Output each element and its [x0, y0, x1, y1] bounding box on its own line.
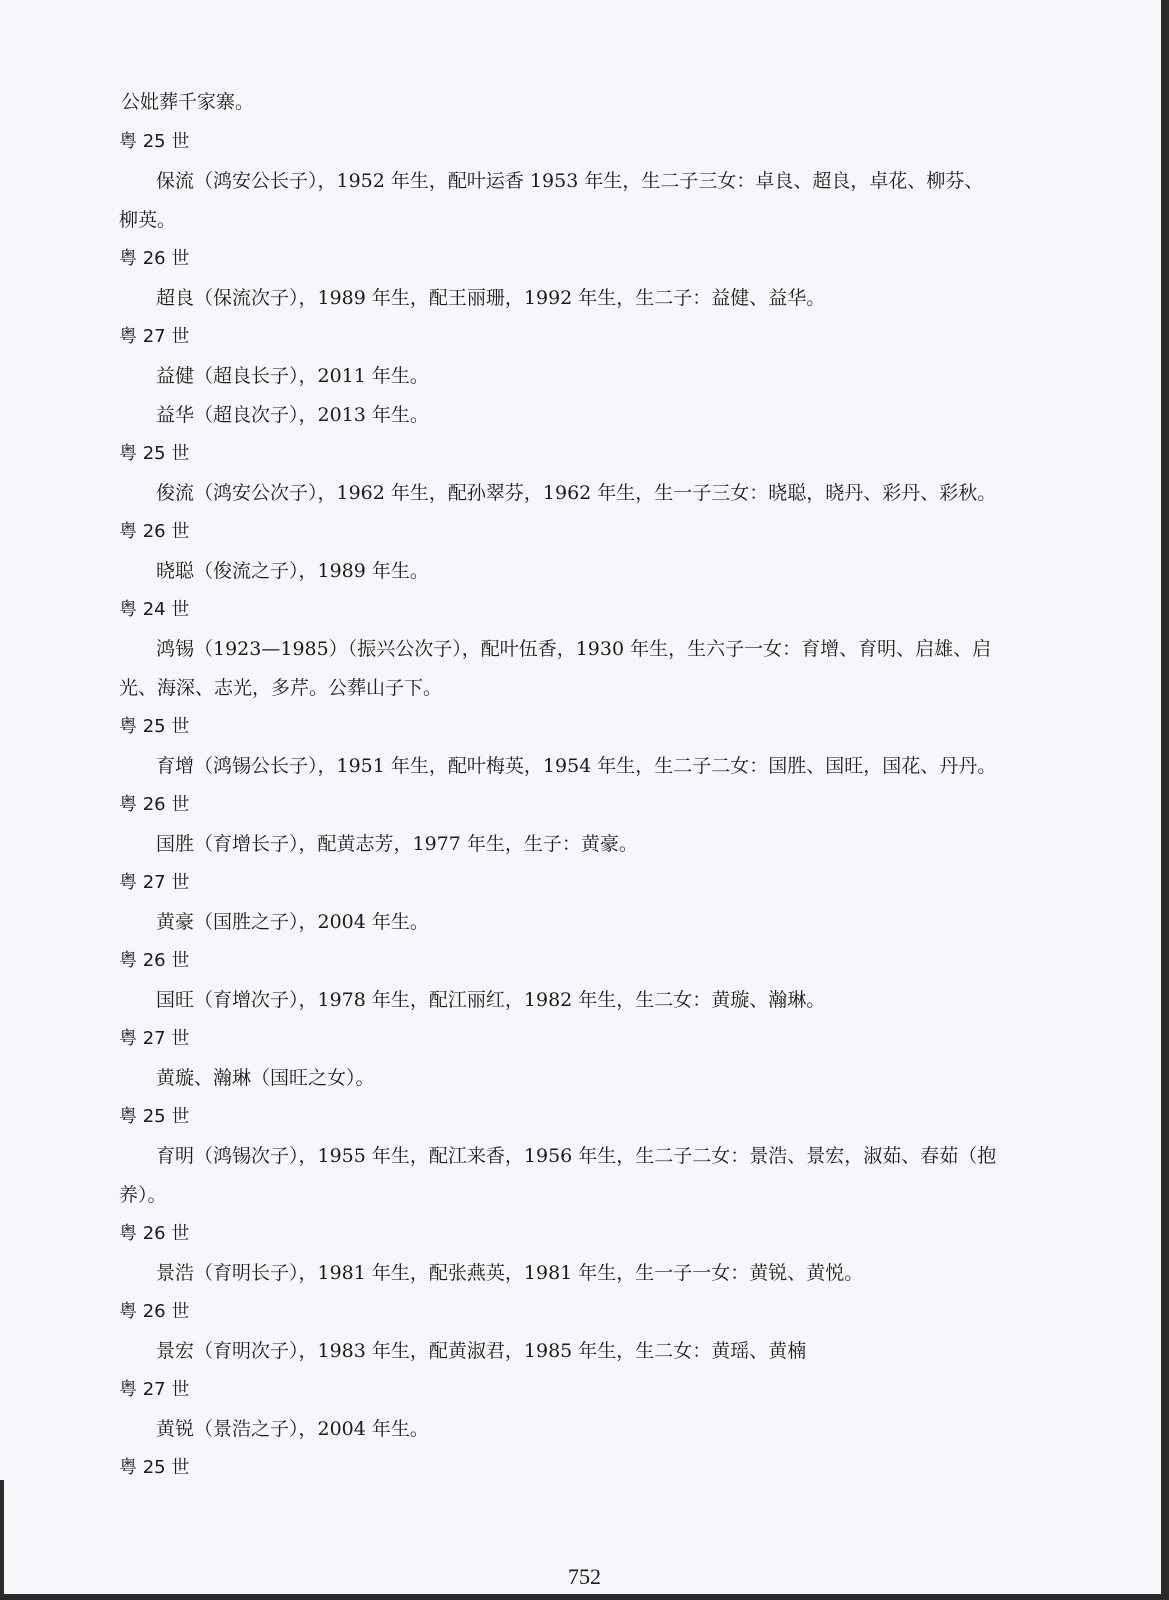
- text-line: 黄锐（景浩之子），2004 年生。: [156, 1418, 429, 1440]
- text-line: 黄豪（国胜之子），2004 年生。: [156, 911, 429, 933]
- text-line: 养）。: [119, 1184, 167, 1206]
- generation-heading: 粤 26 世: [119, 1223, 190, 1244]
- generation-heading: 粤 26 世: [119, 1301, 190, 1322]
- text-line: 国旺（育增次子），1978 年生，配江丽红，1982 年生，生二女：黄璇、瀚琳。: [156, 989, 826, 1011]
- generation-heading: 粤 26 世: [119, 248, 190, 269]
- page-number: 752: [568, 1564, 601, 1589]
- generation-heading: 粤 25 世: [119, 716, 190, 737]
- generation-heading: 粤 25 世: [119, 1457, 190, 1478]
- generation-heading: 粤 25 世: [119, 443, 190, 464]
- generation-heading: 粤 26 世: [119, 950, 190, 971]
- generation-heading: 粤 26 世: [119, 521, 190, 542]
- text-line: 保流（鸿安公长子），1952 年生，配叶运香 1953 年生，生二子三女：卓良、超良，卓花、柳芬、: [156, 170, 984, 192]
- generation-heading: 粤 27 世: [119, 872, 190, 893]
- generation-heading: 粤 25 世: [119, 1106, 190, 1127]
- text-line: 国胜（育增长子），配黄志芳，1977 年生，生子：黄豪。: [156, 833, 638, 855]
- text-line: 益华（超良次子），2013 年生。: [156, 404, 429, 426]
- scan-edge-left: [0, 1480, 4, 1600]
- text-line: 柳英。: [119, 209, 177, 231]
- text-line: 黄璇、瀚琳（国旺之女）。: [156, 1067, 375, 1089]
- generation-heading: 粤 25 世: [119, 131, 190, 152]
- scan-edge-bottom: [0, 1594, 1169, 1600]
- generation-heading: 粤 27 世: [119, 1379, 190, 1400]
- text-line: 景浩（育明长子），1981 年生，配张燕英，1981 年生，生一子一女：黄锐、黄悦。: [156, 1262, 864, 1284]
- text-line: 景宏（育明次子），1983 年生，配黄淑君，1985 年生，生二女：黄瑶、黄楠: [156, 1340, 807, 1362]
- generation-heading: 粤 27 世: [119, 326, 190, 347]
- text-line: 超良（保流次子），1989 年生，配王丽珊，1992 年生，生二子：益健、益华。: [156, 287, 826, 309]
- text-line: 光、海深、志光，多芹。公葬山子下。: [119, 677, 443, 699]
- text-line: 晓聪（俊流之子），1989 年生。: [156, 560, 429, 582]
- generation-heading: 粤 24 世: [119, 599, 190, 620]
- text-line: 公妣葬千家寨。: [121, 91, 255, 113]
- text-line: 鸿锡（1923—1985）（振兴公次子），配叶伍香，1930 年生，生六子一女：育增、育明、启雄、启: [156, 638, 992, 660]
- generation-heading: 粤 27 世: [119, 1028, 190, 1049]
- text-line: 俊流（鸿安公次子），1962 年生，配孙翠芬，1962 年生，生一子三女：晓聪，晓丹、彩丹、彩秋。: [156, 482, 997, 504]
- text-line: 益健（超良长子），2011 年生。: [156, 365, 429, 387]
- text-line: 育明（鸿锡次子），1955 年生，配江来香，1956 年生，生二子二女：景浩、景宏，淑茹、春茹（抱: [156, 1145, 997, 1167]
- generation-heading: 粤 26 世: [119, 794, 190, 815]
- scan-edge-right: [1161, 0, 1169, 1600]
- text-line: 育增（鸿锡公长子），1951 年生，配叶梅英，1954 年生，生二子二女：国胜、国旺，国花、丹丹。: [156, 755, 997, 777]
